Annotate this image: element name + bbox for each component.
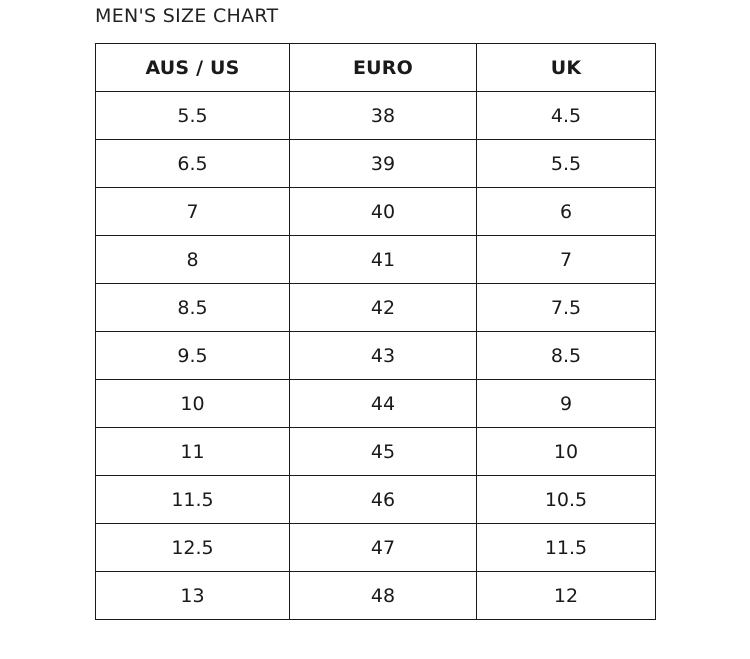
cell-uk: 7.5 <box>477 284 656 332</box>
table-header <box>96 44 656 92</box>
cell-euro: 39 <box>290 140 477 188</box>
cell-uk: 11.5 <box>477 524 656 572</box>
cell-uk: 5.5 <box>477 140 656 188</box>
header-row <box>96 44 656 92</box>
cell-aus-us: 8 <box>96 236 290 284</box>
cell-aus-us: 8.5 <box>96 284 290 332</box>
cell-euro: 38 <box>290 92 477 140</box>
table-row <box>96 92 656 140</box>
cell-aus-us: 7 <box>96 188 290 236</box>
page-title: MEN'S SIZE CHART <box>95 5 279 27</box>
cell-euro: 46 <box>290 476 477 524</box>
table-row <box>96 332 656 380</box>
cell-aus-us: 12.5 <box>96 524 290 572</box>
cell-euro: 45 <box>290 428 477 476</box>
cell-aus-us: 10 <box>96 380 290 428</box>
cell-euro: 47 <box>290 524 477 572</box>
cell-aus-us: 13 <box>96 572 290 620</box>
cell-uk: 6 <box>477 188 656 236</box>
table-row <box>96 140 656 188</box>
column-header-aus-us: AUS / US <box>96 44 290 92</box>
cell-euro: 42 <box>290 284 477 332</box>
cell-euro: 48 <box>290 572 477 620</box>
cell-uk: 9 <box>477 380 656 428</box>
cell-euro: 41 <box>290 236 477 284</box>
cell-uk: 4.5 <box>477 92 656 140</box>
cell-euro: 44 <box>290 380 477 428</box>
cell-uk: 12 <box>477 572 656 620</box>
cell-euro: 40 <box>290 188 477 236</box>
table-row <box>96 572 656 620</box>
cell-euro: 43 <box>290 332 477 380</box>
table-row <box>96 188 656 236</box>
table-row <box>96 524 656 572</box>
table-row <box>96 428 656 476</box>
cell-uk: 10.5 <box>477 476 656 524</box>
table-row <box>96 236 656 284</box>
cell-uk: 7 <box>477 236 656 284</box>
column-header-euro: EURO <box>290 44 477 92</box>
cell-uk: 8.5 <box>477 332 656 380</box>
table-row <box>96 476 656 524</box>
table-body <box>96 92 656 620</box>
cell-aus-us: 6.5 <box>96 140 290 188</box>
cell-aus-us: 11.5 <box>96 476 290 524</box>
cell-aus-us: 11 <box>96 428 290 476</box>
cell-aus-us: 5.5 <box>96 92 290 140</box>
table-row <box>96 284 656 332</box>
cell-aus-us: 9.5 <box>96 332 290 380</box>
column-header-uk: UK <box>477 44 656 92</box>
cell-uk: 10 <box>477 428 656 476</box>
table-row <box>96 380 656 428</box>
size-chart-table <box>95 43 656 620</box>
